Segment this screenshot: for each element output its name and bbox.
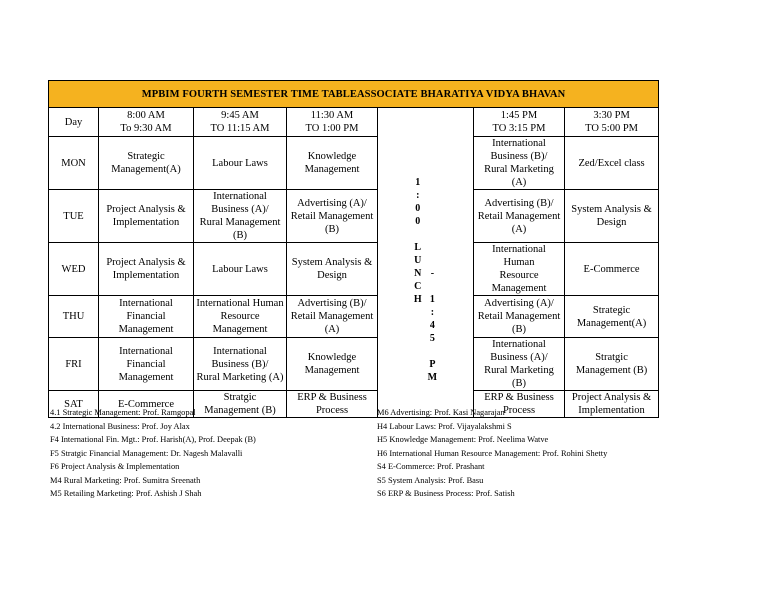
- faculty-entry: F6 Project Analysis & Implementation: [50, 462, 180, 471]
- lunch-char: U: [414, 254, 422, 266]
- slot-time: 11:30 AM: [310, 110, 354, 121]
- header-slot-1: [99, 108, 194, 137]
- slot-time: To 9:30 AM: [120, 123, 172, 134]
- course-text: Management (B): [204, 405, 276, 416]
- course-text: Knowledge: [307, 151, 357, 162]
- faculty-list-right: [377, 406, 707, 501]
- course-text: Project Analysis &: [571, 392, 652, 403]
- course-text: Design: [596, 217, 627, 228]
- course-text: Zed/Excel class: [578, 157, 645, 169]
- lunch-label-right: [428, 142, 437, 384]
- course-text: Management: [212, 324, 268, 335]
- course-text: Rural Management: [199, 217, 281, 228]
- course-cell: [474, 296, 565, 338]
- day-row-mon: [49, 137, 659, 190]
- course-text: Implementation: [578, 405, 645, 416]
- faculty-entry: H5 Knowledge Management: Prof. Neelima Watve: [377, 435, 549, 444]
- course-text: International: [492, 138, 546, 149]
- day-label: FRI: [49, 338, 99, 391]
- lunch-char: 5: [429, 332, 435, 344]
- course-text: Business (B)/: [490, 151, 548, 162]
- course-text: Rural Marketing (B): [484, 365, 554, 389]
- lunch-char: 1: [415, 176, 421, 188]
- faculty-entry: 4.2 International Business: Prof. Joy Alax: [50, 421, 190, 431]
- faculty-entry: S6 ERP & Business Process: Prof. Satish: [377, 489, 515, 498]
- course-cell: [194, 338, 287, 391]
- course-text: Resource: [220, 311, 260, 322]
- faculty-entry: H6 International Human Resource Management: Prof. Rohini Shetty: [377, 448, 608, 458]
- course-text: Resource: [499, 270, 539, 281]
- course-text: International: [213, 191, 267, 202]
- slot-time: 9:45 AM: [221, 110, 259, 121]
- slot-time: 3:30 PM: [593, 110, 630, 121]
- header-slot-3: [287, 108, 378, 137]
- course-text: Management: [304, 365, 360, 376]
- course-cell: [565, 243, 659, 296]
- course-text: Management: [304, 164, 360, 175]
- faculty-entry: S5 System Analysis: Prof. Basu: [377, 475, 484, 485]
- slot-time: TO 5:00 PM: [585, 123, 638, 134]
- course-cell: [287, 190, 378, 243]
- course-text: (A): [511, 223, 527, 235]
- lunch-char: H: [413, 293, 422, 305]
- lunch-char: C: [414, 280, 422, 292]
- day-row-tue: [49, 190, 659, 243]
- course-text: ERP & Business: [297, 392, 367, 403]
- course-cell: [474, 243, 565, 296]
- course-text: Stratgic: [223, 392, 257, 403]
- course-text: System Analysis &: [571, 204, 652, 215]
- course-cell: [474, 190, 565, 243]
- course-text: Strategic: [127, 151, 165, 162]
- course-cell: [194, 137, 287, 190]
- lunch-char: P: [429, 358, 436, 370]
- course-text: Advertising (A)/: [297, 197, 367, 209]
- faculty-entry: S4 E-Commerce: Prof. Prashant: [377, 462, 485, 471]
- course-text: E-Commerce: [583, 263, 640, 275]
- course-text: System Analysis &: [291, 257, 373, 268]
- course-text: Retail Management: [290, 311, 374, 322]
- course-text: Process: [502, 405, 536, 416]
- day-row-fri: [49, 338, 659, 391]
- course-text: Implementation: [112, 270, 180, 281]
- lunch-char: :: [416, 189, 420, 201]
- course-cell: [194, 296, 287, 338]
- day-row-wed: [49, 243, 659, 296]
- faculty-entry: M6 Advertising: Prof. Kasi Nagarajan: [377, 408, 505, 417]
- day-label: SAT: [49, 391, 99, 418]
- slot-time: 1:45 PM: [500, 110, 538, 121]
- course-text: Rural Marketing (A): [196, 371, 284, 383]
- course-cell: [99, 243, 194, 296]
- course-text: Management: [118, 324, 174, 335]
- lunch-char: :: [430, 306, 435, 318]
- course-text: Implementation: [112, 217, 180, 228]
- course-cell: [99, 296, 194, 338]
- lunch-char: 1: [429, 293, 435, 305]
- header-day: Day: [49, 108, 99, 137]
- course-cell: [565, 190, 659, 243]
- faculty-entry: 4.1 Strategic Management: Prof. Ramgopal: [50, 408, 196, 417]
- course-text: (B): [325, 223, 339, 235]
- course-cell: [287, 296, 378, 338]
- course-text: Business (B)/: [211, 358, 269, 370]
- course-text: Business (A)/: [211, 204, 269, 215]
- course-cell: [474, 137, 565, 190]
- course-text: Process: [315, 405, 349, 416]
- course-text: E-Commerce: [118, 398, 174, 410]
- timetable: [48, 80, 659, 418]
- course-text: Design: [317, 270, 347, 281]
- course-text: International Human: [492, 244, 546, 268]
- course-text: Management(A): [576, 317, 647, 329]
- timetable-title: MPBIM FOURTH SEMESTER TIME TABLEASSOCIATE BHARATIYA VIDYA BHAVAN: [49, 81, 659, 108]
- course-text: Rural Marketing (A): [484, 164, 554, 188]
- faculty-entry: M5 Retailing Marketing: Prof. Ashish J Shah: [50, 489, 202, 498]
- course-text: Management (B): [575, 365, 648, 376]
- day-label: THU: [49, 296, 99, 338]
- course-text: (B): [233, 230, 247, 241]
- course-text: Project Analysis &: [106, 257, 186, 268]
- course-text: Labour Laws: [212, 157, 268, 169]
- course-text: Business (A)/: [490, 352, 548, 363]
- lunch-char: N: [414, 267, 422, 279]
- course-text: Management: [118, 371, 174, 383]
- header-row: [49, 108, 659, 137]
- day-label: WED: [49, 243, 99, 296]
- slot-time: 8:00 AM: [127, 110, 165, 121]
- course-cell: [287, 243, 378, 296]
- course-text: Retail Management: [290, 210, 374, 222]
- course-text: Strategic: [592, 304, 631, 316]
- course-text: International: [119, 345, 173, 357]
- faculty-list-left: [50, 406, 370, 501]
- course-text: Advertising (A)/: [484, 298, 554, 309]
- course-text: Advertising (B)/: [297, 298, 367, 309]
- lunch-char: 0: [415, 202, 421, 214]
- course-cell: [287, 137, 378, 190]
- course-text: ERP & Business: [484, 392, 554, 403]
- lunch-char: L: [414, 241, 422, 253]
- course-text: Advertising (B)/: [484, 197, 554, 209]
- slot-time: TO 11:15 AM: [210, 123, 270, 134]
- course-cell: [99, 338, 194, 391]
- course-cell: [99, 190, 194, 243]
- course-text: Stratgic: [595, 352, 628, 363]
- header-slot-5: [565, 108, 659, 137]
- slot-time: TO 1:00 PM: [305, 123, 359, 134]
- course-cell: [194, 190, 287, 243]
- faculty-entry: H4 Labour Laws: Prof. Vijayalakshmi S: [377, 421, 512, 431]
- day-label: TUE: [49, 190, 99, 243]
- faculty-entry: F5 Stratgic Financial Management: Dr. Nagesh Malavalli: [50, 448, 243, 458]
- course-text: Retail Management: [477, 210, 561, 222]
- day-row-thu: [49, 296, 659, 338]
- course-text: Management: [491, 283, 547, 294]
- course-text: International: [213, 345, 267, 357]
- lunch-break-column: [378, 108, 474, 418]
- faculty-entry: F4 International Fin. Mgt.: Prof. Harish(A), Prof. Deepak (B): [50, 435, 256, 444]
- lunch-char: -: [430, 267, 435, 279]
- course-text: Financial: [126, 311, 166, 322]
- course-text: Management(A): [111, 164, 181, 175]
- course-cell: [565, 338, 659, 391]
- header-slot-2: [194, 108, 287, 137]
- course-cell: [474, 338, 565, 391]
- course-text: (A): [324, 324, 340, 335]
- course-text: Labour Laws: [212, 263, 268, 275]
- course-text: International Human: [196, 298, 284, 309]
- course-text: Financial: [126, 358, 166, 370]
- course-text: Retail Management: [477, 311, 561, 322]
- course-cell: [565, 137, 659, 190]
- course-cell: [194, 243, 287, 296]
- course-cell: [99, 137, 194, 190]
- header-slot-4: [474, 108, 565, 137]
- course-cell: [565, 296, 659, 338]
- lunch-label-left: [414, 142, 422, 384]
- course-cell: [287, 338, 378, 391]
- course-text: Project Analysis &: [106, 204, 186, 215]
- lunch-char: M: [427, 371, 438, 383]
- course-text: (B): [512, 324, 526, 335]
- lunch-char: 0: [415, 215, 421, 227]
- lunch-char: 4: [429, 319, 435, 331]
- course-text: International: [492, 339, 546, 350]
- faculty-entry: M4 Rural Marketing: Prof. Sumitra Sreenath: [50, 475, 201, 485]
- day-label: MON: [49, 137, 99, 190]
- course-text: Knowledge: [307, 352, 357, 363]
- slot-time: TO 3:15 PM: [492, 123, 546, 134]
- course-text: International: [119, 298, 173, 309]
